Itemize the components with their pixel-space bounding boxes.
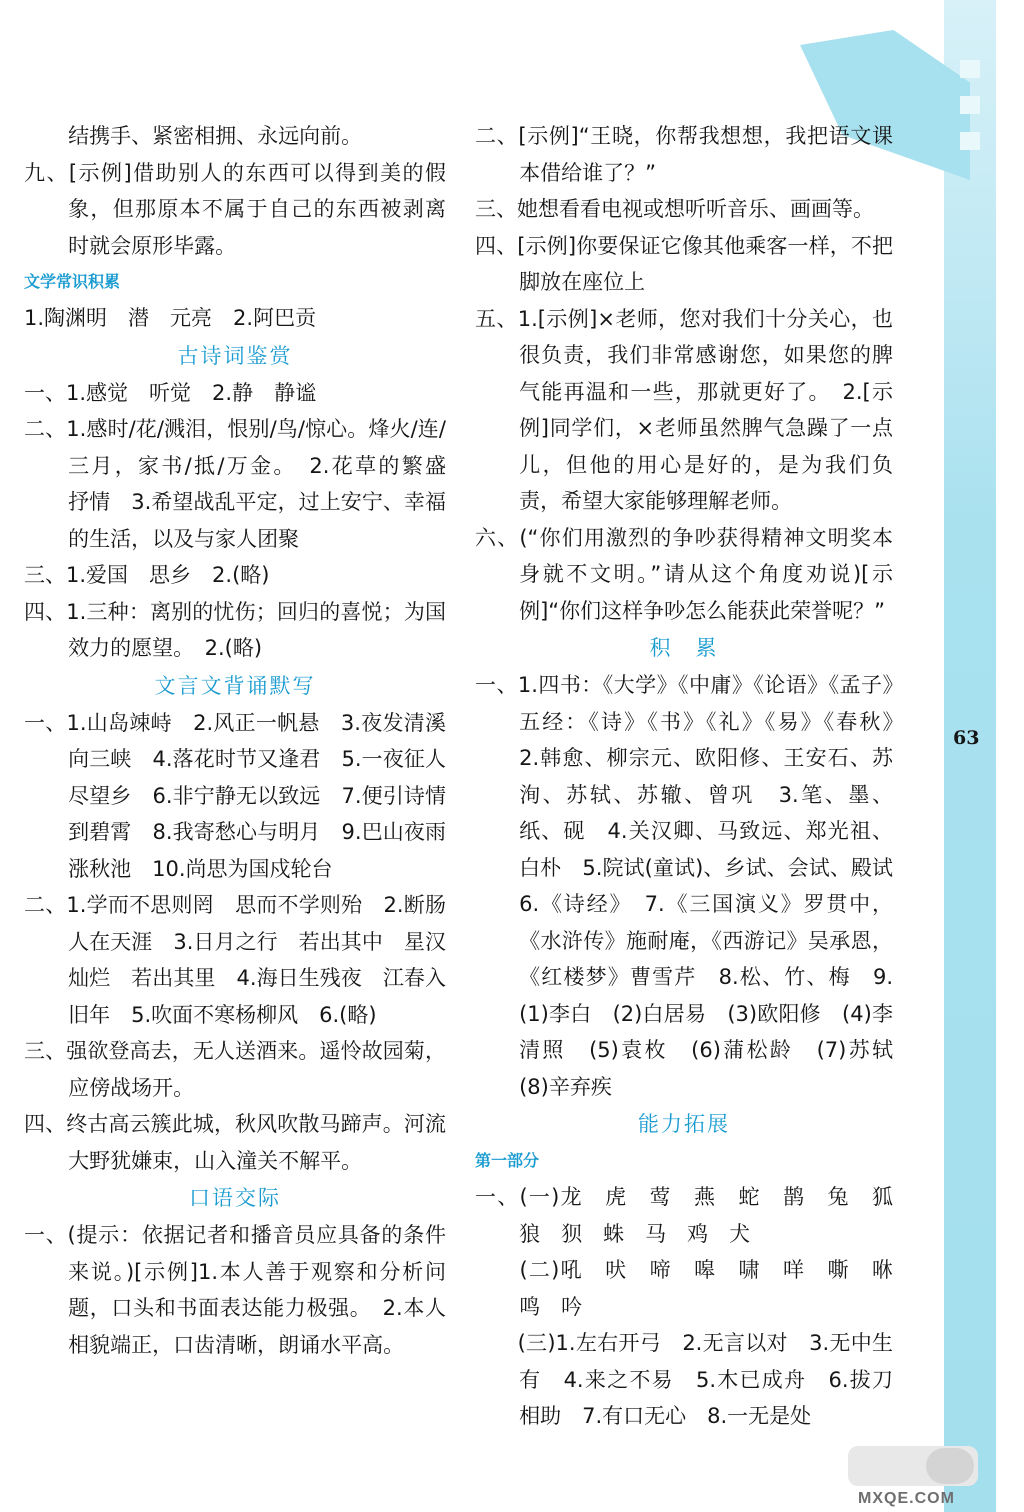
answer-item: 结携手、紧密相拥、永远向前。	[68, 124, 363, 148]
section-heading: 口语交际	[189, 1186, 281, 1210]
answer-item: 三、1.爱国 思乡 2.(略)	[24, 563, 270, 587]
section-heading: 文言文背诵默写	[154, 673, 316, 698]
answer-item: 二、[示例]“王晓，你帮我想想，我把语文课本借给谁了？”	[475, 124, 893, 185]
decorative-side-band	[944, 0, 996, 1512]
answer-item: 一、1.四书：《大学》《中庸》《论语》《孟子》五经：《诗》《书》《礼》《易》《春秋》 2.韩愈、柳宗元、欧阳修、王安石、苏洵、苏轼、苏辙、曾巩 3.笔、墨、纸、砚 4.关汉卿、马致远、郑光祖、白朴 5.院试(童试)、乡试、会试、殿试 6.《诗经》 7.《三国演义》罗贯中，《水浒传》施耐庵，《西游记》吴承恩，《红楼梦》曹雪芹 8.松、竹、梅 9.(1)李白 (2)白居易 (3)欧阳修 (4)李清照 (5)袁枚 (6)蒲松龄 (7)苏轼 (8)辛弃疾	[475, 673, 914, 1099]
answer-item: 一、1.山岛竦峙 2.风正一帆悬 3.夜发清溪向三峡 4.落花时节又逢君 5.一夜征人尽望乡 6.非宁静无以致远 7.便引诗情到碧霄 8.我寄愁心与明月 9.巴山夜雨涨秋池 10.尚思为国戍轮台	[24, 710, 446, 881]
answer-item: 二、1.学而不思则罔 思而不学则殆 2.断肠人在天涯 3.日月之行 若出其中 星汉灿烂 若出其里 4.海日生残夜 江春入旧年 5.吹面不寒杨柳风 6.(略)	[24, 893, 446, 1027]
watermark-text: MXQE.COM	[858, 1490, 955, 1507]
answer-line: 1.陶渊明 潜 元亮 2.阿巴贡	[24, 306, 317, 330]
decorative-stripe	[960, 132, 980, 150]
answer-item: 一、(一)龙 虎 莺 燕 蛇 鹊 兔 狐 狼 狈 蛛 马 鸡 犬	[475, 1185, 914, 1246]
answer-item: 五、1.[示例]×老师，您对我们十分关心，也很负责，我们非常感谢您，如果您的脾气能再温和一些，那就更好了。 2.[示例]同学们，×老师虽然脾气急躁了一点儿，但他的用心是好的，是为我们负责，希望大家能够理解老师。	[475, 306, 893, 513]
page-number: 63	[953, 727, 980, 749]
section-heading: 能力拓展	[638, 1112, 730, 1136]
right-column	[475, 118, 914, 1435]
subsection-label: 第一部分	[475, 1151, 540, 1170]
answer-item: 二、1.感时/花/溅泪，恨别/鸟/惊心。烽火/连/三月，家书/抵/万金。 2.花草的繁盛 抒情 3.希望战乱平定，过上安宁、幸福的生活，以及与家人团聚	[24, 417, 467, 551]
answer-item: (三)1.左右开弓 2.无言以对 3.无中生有 4.来之不易 5.木已成舟 6.拔刀相助 7.有口无心 8.一无是处	[475, 1331, 893, 1428]
answer-item: 九、[示例]借助别人的东西可以得到美的假象，但那原本不属于自己的东西被剥离时就会原形毕露。	[24, 160, 446, 258]
answer-item: 六、(“你们用激烈的争吵获得精神文明奖本身就不文明。”请从这个角度劝说)[示例]“你们这样争吵怎么能获此荣誉呢？”	[475, 525, 893, 623]
section-heading: 积 累	[649, 636, 719, 660]
answer-item: (二)吼 吠 啼 嗥 啸 咩 嘶 咻 鸣 吟	[475, 1258, 914, 1319]
left-column	[24, 118, 467, 1363]
answer-item: 四、1.三种：离别的忧伤；回归的喜悦；为国效力的愿望。 2.(略)	[24, 599, 446, 660]
decorative-stripe	[960, 96, 980, 114]
answer-item: 三、她想看看电视或想听听音乐、画画等。	[475, 197, 874, 221]
decorative-stripe	[960, 60, 980, 78]
answer-item: 四、终古高云簇此城，秋风吹散马蹄声。河流大野犹嫌束，山入潼关不解平。	[24, 1112, 446, 1173]
subsection-label: 文学常识积累	[24, 272, 121, 291]
answer-item: 一、(提示：依据记者和播音员应具备的条件来说。)[示例]1.本人善于观察和分析问题，口头和书面表达能力极强。 2.本人相貌端正，口齿清晰，朗诵水平高。	[24, 1223, 446, 1357]
section-heading: 古诗词鉴赏	[177, 343, 293, 368]
answer-item: 四、[示例]你要保证它像其他乘客一样，不把脚放在座位上	[475, 233, 893, 294]
answer-item: 一、1.感觉 听觉 2.静 静谧	[24, 380, 317, 405]
answer-item: 三、强欲登高去，无人送酒来。遥怜故园菊，应傍战场开。	[24, 1039, 446, 1100]
